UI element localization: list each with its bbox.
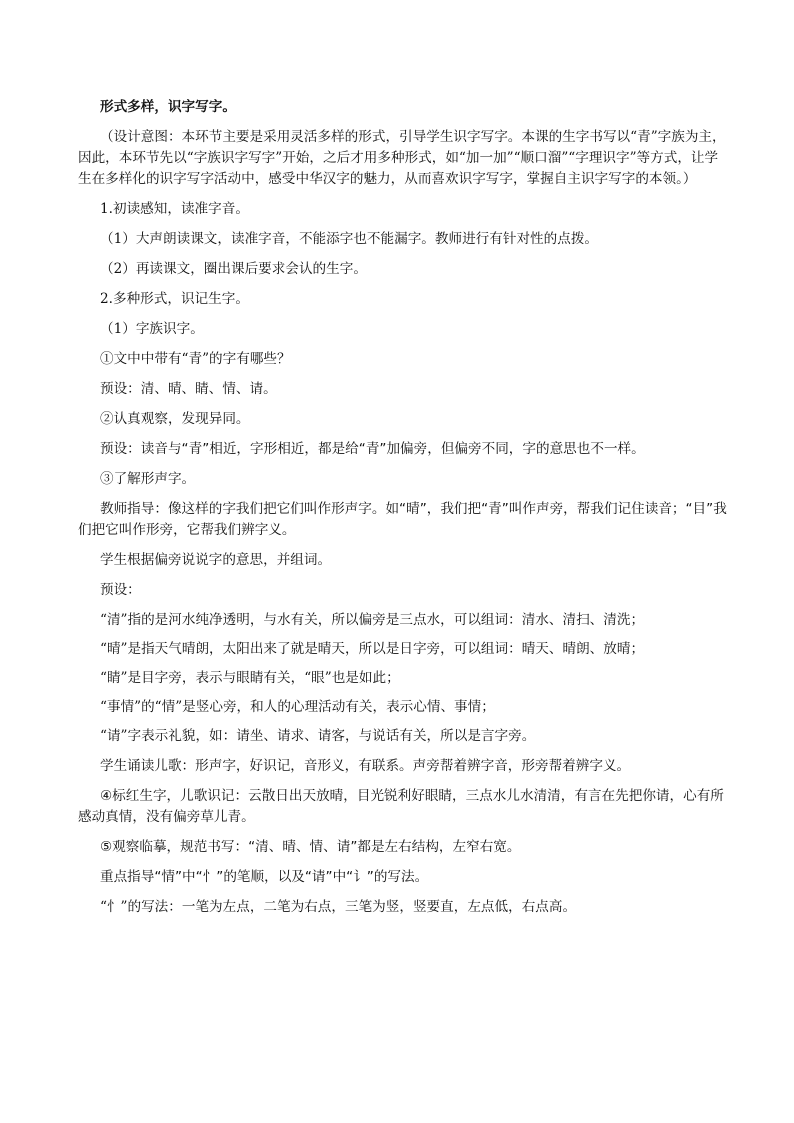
stroke-explanation: “忄”的写法：一笔为左点，二笔为右点，三笔为竖，竖要直，左点低，右点高。 — [100, 899, 577, 915]
sub-step: （2）再读课文，圈出课后要求会认的生字。 — [100, 261, 367, 277]
character-explanation: “晴”是指天气晴朗，太阳出来了就是晴天，所以是日字旁，可以组词：晴天、晴朗、放晴； — [100, 641, 645, 657]
character-explanation: “事情”的“情”是竖心旁，和人的心理活动有关，表示心情、事情； — [100, 699, 495, 715]
character-explanation: “清”指的是河水纯净透明，与水有关，所以偏旁是三点水，可以组词：清水、清扫、清洗； — [100, 612, 645, 628]
preset-answer: 预设：读音与“青”相近，字形相近，都是给“青”加偏旁，但偏旁不同，字的意思也不一样。 — [100, 441, 645, 457]
section-heading: 形式多样，识字写字。 — [100, 99, 236, 115]
numbered-item: ①文中中带有“青”的字有哪些？ — [100, 351, 291, 367]
student-activity: 学生根据偏旁说说字的意思，并组词。 — [100, 552, 332, 568]
teacher-guidance-paragraph: 教师指导：像这样的字我们把它们叫作形声字。如“晴”，我们把“青”叫作声旁，帮我们记住读音；“目”我们把它叫作形旁，它帮我们辨字义。 — [78, 501, 727, 538]
numbered-item: ③了解形声字。 — [100, 471, 196, 487]
focus-guidance: 重点指导“情”中“忄”的笔顺，以及“请”中“讠”的写法。 — [100, 869, 429, 885]
numbered-item: ⑤观察临摹，规范书写：“清、晴、情、请”都是左右结构，左窄右宽。 — [100, 839, 521, 855]
character-explanation: “睛”是目字旁，表示与眼睛有关，“眼”也是如此； — [100, 670, 400, 686]
document-body — [78, 97, 730, 927]
sub-step: （1）字族识字。 — [100, 321, 204, 337]
step-heading-2: 2.多种形式，识记生字。 — [100, 291, 249, 307]
numbered-item: ④标红生字，儿歌识记：云散日出天放晴，目光锐利好眼睛，三点水儿水清清，有言在先把你请，心有所感动真情，没有偏旁草儿青。 — [78, 788, 724, 825]
sub-step: （1）大声朗读课文，读准字音，不能添字也不能漏字。教师进行有针对性的点拨。 — [100, 231, 599, 247]
numbered-item: ②认真观察，发现异同。 — [100, 411, 250, 427]
student-chant: 学生诵读儿歌：形声字，好识记，音形义，有联系。声旁帮着辨字音，形旁帮着辨字义。 — [100, 758, 631, 774]
preset-answer: 预设：清、晴、睛、情、请。 — [100, 381, 277, 397]
step-heading-1: 1.初读感知，读准字音。 — [100, 201, 249, 217]
character-explanation: “请”字表示礼貌，如：请坐、请求、请客，与说话有关，所以是言字旁。 — [100, 728, 536, 744]
design-intent-paragraph: （设计意图：本环节主要是采用灵活多样的形式，引导学生识字写字。本课的生字书写以“青”字族为主，因此，本环节先以“字族识字写字”开始，之后才用多种形式，如“加一加”“顺口溜”“字理识字”等方式，让学生在多样化的识字写字活动中，感受中华汉字的魅力，从而喜欢识字写字，掌握自主识字写字的本领。） — [78, 129, 726, 187]
preset-label: 预设： — [100, 582, 141, 598]
